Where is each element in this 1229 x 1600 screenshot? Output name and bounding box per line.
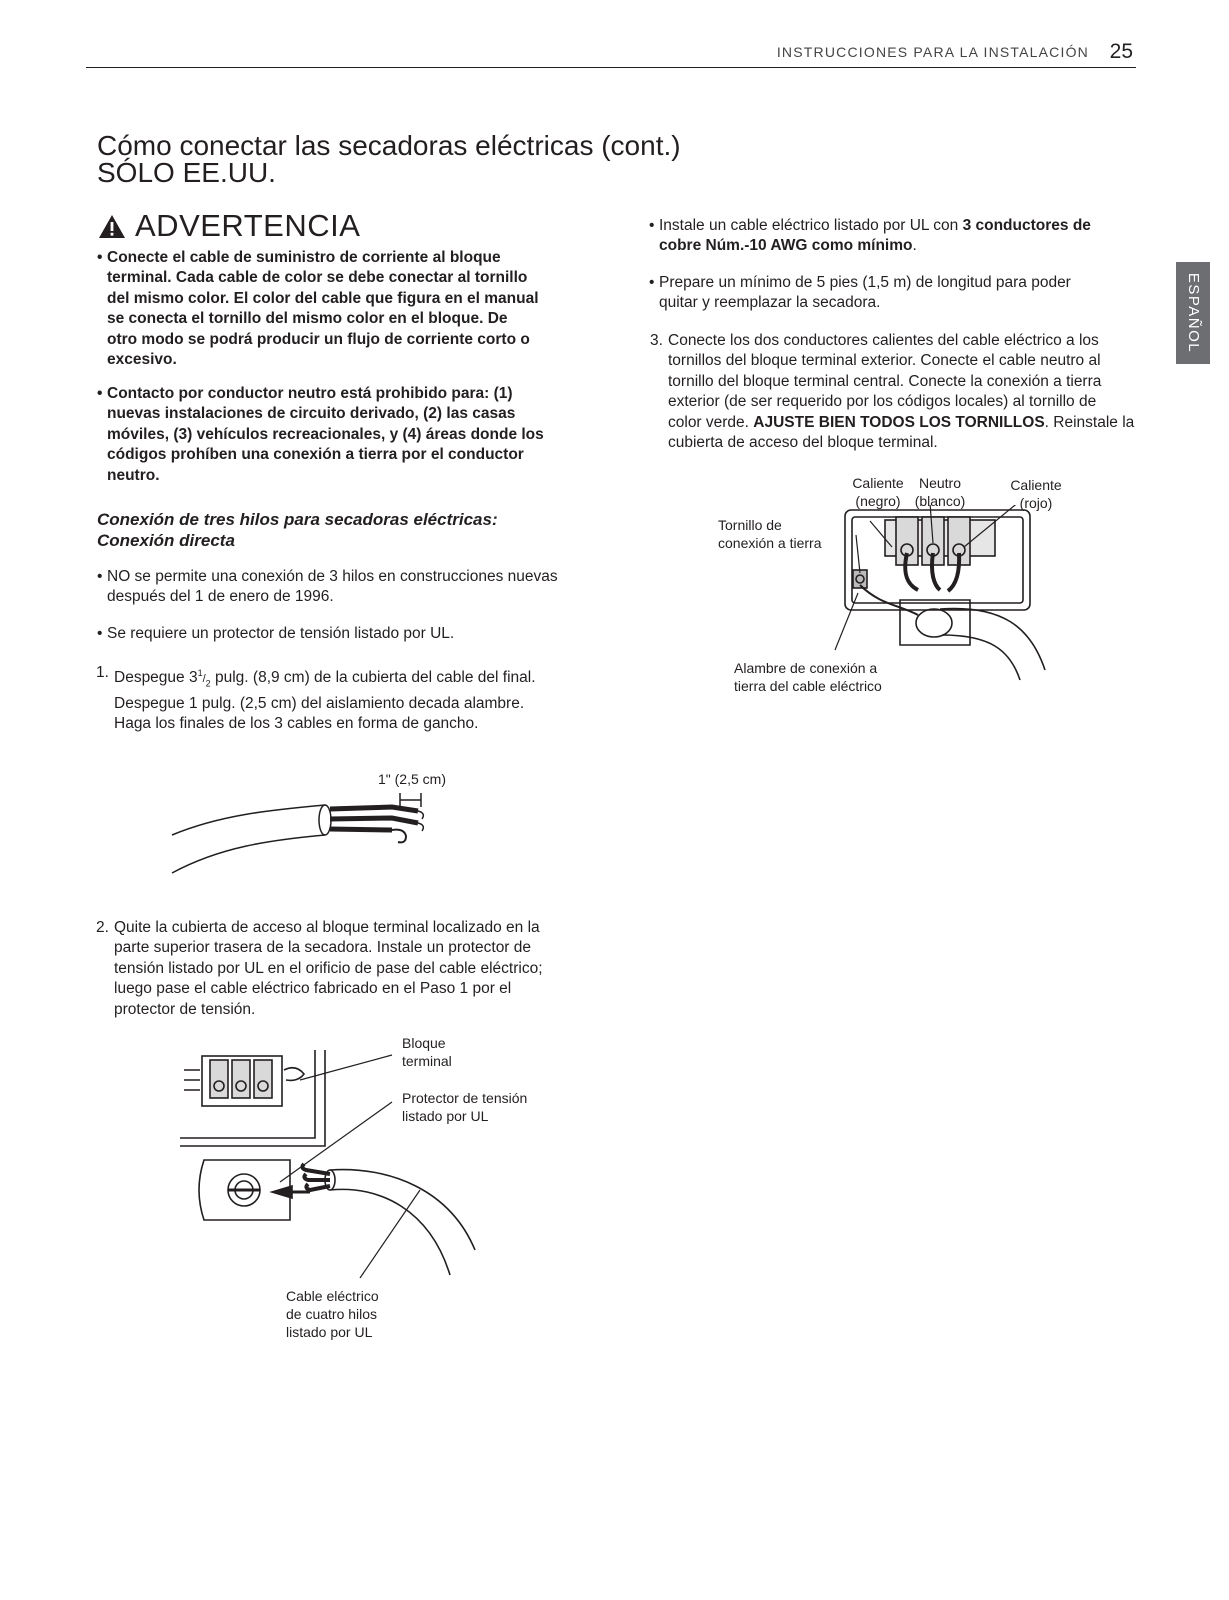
step-2: 2. Quite la cubierta de acceso al bloque terminal localizado en la parte superior trasera de la secadora. Instale un protector de tensión listado por UL en el orificio de pase del cable eléctrico; luego pase el cable eléctrico fabricado en el Paso 1 por el protector de tensión. <box>96 919 543 1018</box>
label-ground-screw: Tornillo de conexión a tierra <box>718 517 822 551</box>
bullet-length: • Prepare un mínimo de 5 pies (1,5 m) de longitud para poder quitar y reemplazar la secadora. <box>649 274 1071 312</box>
bullet-ul-cable: • Instale un cable eléctrico listado por UL con 3 conductores de cobre Núm.-10 AWG como mínimo. <box>649 217 1091 255</box>
label-terminal-block: Bloque terminal <box>402 1035 452 1069</box>
language-side-tab <box>1176 262 1210 364</box>
step-number: 2. <box>96 919 109 936</box>
side-tab-label: ESPAÑOL <box>1185 272 1202 354</box>
label-neutral-white: Neutro (blanco) <box>914 475 966 509</box>
header-divider <box>86 67 1136 68</box>
terminal-wiring-illustration <box>830 505 1090 685</box>
warning-item-2: • Contacto por conductor neutro está prohibido para: (1) nuevas instalaciones de circuito derivado, (2) las casas móviles, (3) vehículos recreacionales, y (4) áreas donde los códigos prohíben una conexión a tierra por el conductor neutro. <box>97 385 544 484</box>
label-ground-wire: Alambre de conexión a tierra del cable eléctrico <box>734 660 882 694</box>
label-four-wire-cable: Cable eléctrico de cuatro hilos listado por UL <box>286 1288 379 1340</box>
bullet-strain-relief: • Se requiere un protector de tensión listado por UL. <box>107 624 454 644</box>
bullet-dot: • <box>649 217 655 234</box>
warning-heading <box>97 208 360 244</box>
header-section-title: INSTRUCCIONES PARA LA INSTALACIÓN <box>776 44 1089 60</box>
step-1: 1. Despegue $3^1/_2$ pulg. (8,9 cm) de la cubierta del cable del final. Despegue 1 pulg. (2,5 cm) del aislamiento decada alambre. Haga los finales de los 3 cables en forma de gancho. <box>96 664 536 733</box>
step-3: 3. Conecte los dos conductores calientes del cable eléctrico a los tornillos del bloque terminal exterior. Conecte el cable neutro al tornillo del bloque terminal central. Conecte la conexión a tierra exterior (de ser requerido por los códigos locales) al tornillo de color verde. AJUSTE BIEN TODOS LOS TORNILLOS. Reinstale la cubierta de acceso del bloque terminal. <box>650 332 1135 452</box>
section-subheading: Conexión de tres hilos para secadoras eléctricas: Conexión directa <box>97 510 498 550</box>
bullet-dot: • <box>97 625 103 642</box>
bullet-no-3-wire: • NO se permite una conexión de 3 hilos en construcciones nuevas después del 1 de enero de 1996. <box>97 568 558 606</box>
warning-item-1: • Conecte el cable de suministro de corriente al bloque terminal. Cada cable de color se debe conectar al tornillo del mismo color. El color del cable que figura en el manual se conecta el tornillo del mismo color en el bloque. De otro modo se podrá producir un flujo de corriente corto o excesivo. <box>97 249 539 369</box>
page-title <box>97 132 681 186</box>
title-line-1: Cómo conectar las secadoras eléctricas (cont.) <box>97 130 681 161</box>
bullet-dot: • <box>649 274 655 291</box>
stripped-cable-illustration <box>160 785 460 885</box>
label-strain-relief: Protector de tensión listado por UL <box>402 1090 528 1124</box>
label-hot-red: Caliente (rojo) <box>1010 477 1062 511</box>
bullet-dot: • <box>97 385 103 402</box>
step-number: 3. <box>650 332 663 349</box>
title-line-2: SÓLO EE.UU. <box>97 157 276 188</box>
page-number: 25 <box>1109 40 1133 63</box>
dimension-label: 1" (2,5 cm) <box>378 771 446 787</box>
warning-triangle-icon <box>97 213 127 240</box>
step-number: 1. <box>96 664 109 681</box>
label-hot-black: Caliente (negro) <box>852 475 904 509</box>
warning-title: ADVERTENCIA <box>135 208 361 243</box>
bullet-dot: • <box>97 249 103 266</box>
bullet-dot: • <box>97 568 103 585</box>
terminal-block-illustration <box>180 1050 480 1300</box>
